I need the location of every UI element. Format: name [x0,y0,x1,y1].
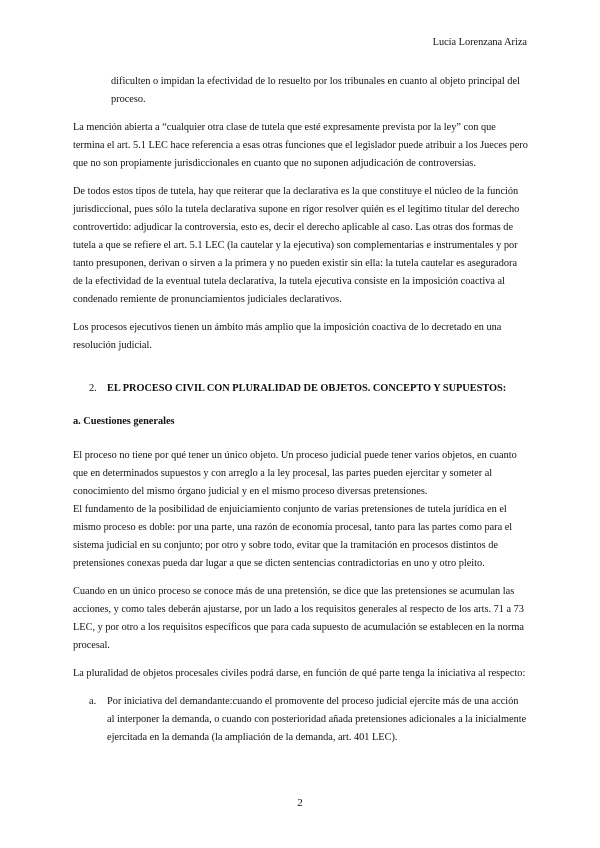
paragraph-executive-processes: Los procesos ejecutivos tienen un ámbito más amplio que la imposición coactiva de lo decretado en una resolución judicial. [73,322,502,351]
subsection-heading: a. Cuestiones generales [73,416,175,427]
section-title: EL PROCESO CIVIL CON PLURALIDAD DE OBJETOS. CONCEPTO Y SUPUESTOS: [107,383,507,394]
paragraph-accumulation: Cuando en un único proceso se conoce más de una pretensión, se dice que las pretensiones se acumulan las acciones, y como tales deberán ajustarse, por un lado a los requisitos generales al respecto de los arts. 71 a 73 LEC, y por otro a los requisitos específicos que para cada supuesto de acumulación se establecen en la norma procesal. [73,586,524,651]
section-heading [73,381,528,397]
paragraph-tutela-types: De todos estos tipos de tutela, hay que reiterar que la declarativa es la que constituye el núcleo de la función jurisdiccional, pues sólo la tutela declarativa supone en rigor resolver quién es el legítimo titular del derecho controvertido: adjudicar la controversia, esto es, decir el derecho aplicable al caso. Las otras dos formas de tutela a que se refiere el art. 5.1 LEC (la cautelar y la ejecutiva) son complementarias e instrumentales y por tanto presuponen, derivan o sirven a la primera y no pueden existir sin ella: la tutela cautelar es aseguradora de la efectividad de la eventual tutela declarativa, la tutela ejecutiva consiste en la imposición coactiva al condenado remiente de pronunciamientos judiciales declarativos. [73,186,520,305]
list-marker: a. [89,696,97,707]
list-item [73,693,528,747]
list-item-text: Por iniciativa del demandante:cuando el promovente del proceso judicial ejercite más de una acción al interponer la demanda, o cuando con posterioridad añada pretensiones adicionales a la inicialmente ejercitada en la demanda (la ampliación de la demanda, art. 401 LEC). [107,696,527,743]
paragraph-objects: El proceso no tiene por qué tener un único objeto. Un proceso judicial puede tener varios objetos, en cuanto que en determinados supuestos y con arreglo a la ley procesal, las partes pueden ejercitar y someter al conocimiento del mismo órgano judicial y en el mismo proceso diversas pretensiones. [73,450,517,497]
page-number: 2 [297,797,303,809]
page-header-author: Lucía Lorenzana Ariza [432,37,527,48]
paragraph-mention: La mención abierta a “cualquier otra clase de tutela que esté expresamente prevista por la ley” con que termina el art. 5.1 LEC hace referencia a esas otras funciones que el legislador puede atribuir a los Jueces pero que no son propiamente jurisdiccionales en cuanto que no suponen adjudicación de controversias. [73,122,528,169]
paragraph-plurality: La pluralidad de objetos procesales civiles podrá darse, en función de qué parte tenga la iniciativa al respecto: [73,668,526,679]
section-number: 2. [89,383,97,394]
continuation-paragraph: dificulten o impidan la efectividad de lo resuelto por los tribunales en cuanto al objeto principal del proceso. [111,76,520,105]
paragraph-foundation: El fundamento de la posibilidad de enjuiciamiento conjunto de varias pretensiones de tutela jurídica en el mismo proceso es doble: por una parte, una razón de economía procesal, tanto para las partes como para el sistema judicial en su conjunto; por otro y sobre todo, evitar que la tramitación en procesos distintos de pretensiones conexas pueda dar lugar a que se dicten sentencias contradictorias en uno y otro pleito. [73,504,513,569]
document-body [73,73,528,747]
